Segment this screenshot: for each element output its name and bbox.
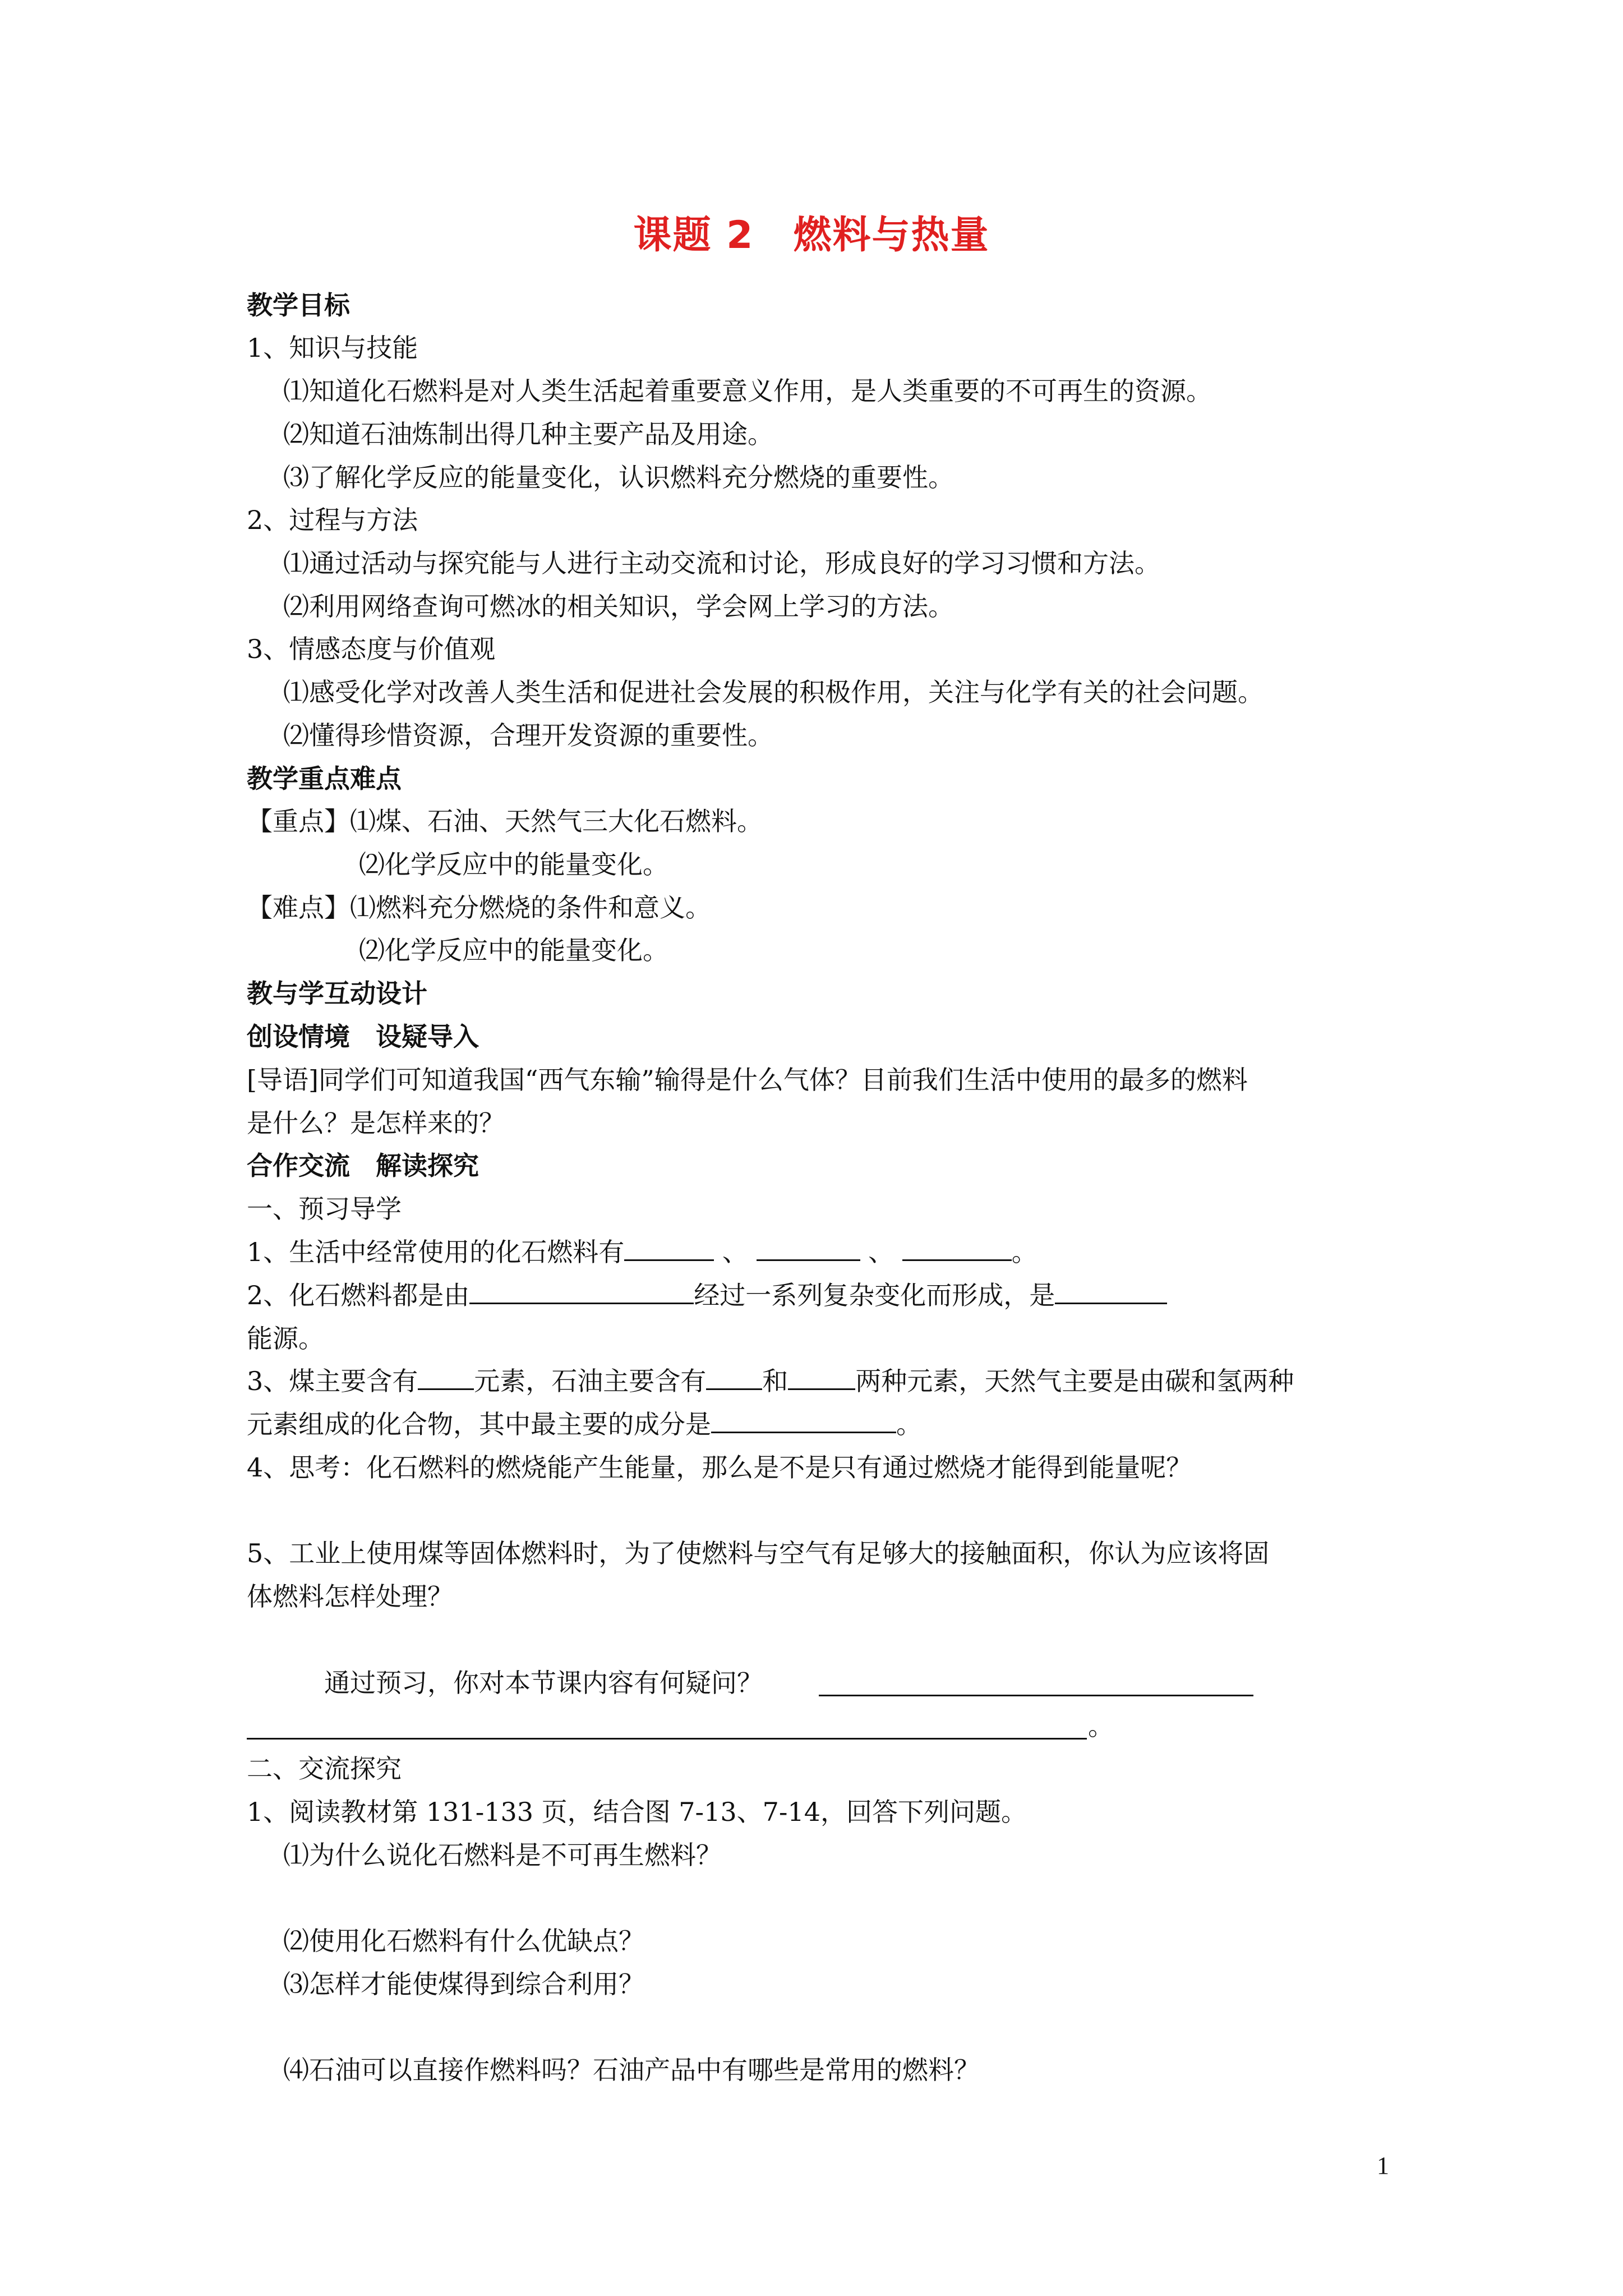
q2-text: 2、化石燃料都是由 — [247, 1280, 470, 1310]
goals-item-3-1: ⑴感受化学对改善人类生活和促进社会发展的积极作用，关注与化学有关的社会问题。 — [283, 677, 1264, 707]
q3-text: 3、煤主要含有 — [247, 1366, 418, 1396]
q3-text: 元素，石油主要含有 — [474, 1366, 707, 1396]
doubt-end: 。 — [1088, 1711, 1114, 1741]
goals-heading: 教学目标 — [247, 290, 350, 320]
keypoint-2: ⑵化学反应中的能量变化。 — [359, 849, 668, 880]
doubt-prompt: 通过预习，你对本节课内容有何疑问？ — [324, 1668, 763, 1698]
answer-blank[interactable] — [757, 1235, 860, 1261]
answer-blank[interactable] — [788, 1364, 855, 1390]
preview-question-2 — [247, 1277, 1167, 1313]
answer-blank[interactable] — [711, 1407, 896, 1433]
doubt-answer-line[interactable] — [819, 1695, 1253, 1696]
goals-section-2: 2、过程与方法 — [247, 505, 418, 535]
goals-item-1-3: ⑶了解化学反应的能量变化，认识燃料充分燃烧的重要性。 — [283, 462, 954, 493]
intro-line-2: 是什么？是怎样来的？ — [247, 1108, 505, 1138]
explore-question-1: 1、阅读教材第 131-133 页，结合图 7-13、7-14，回答下列问题。 — [247, 1797, 1027, 1827]
q2-text: 经过一系列复杂变化而形成，是 — [694, 1280, 1055, 1310]
page-number: 1 — [1377, 2152, 1389, 2179]
design-subheading-2: 合作交流 解读探究 — [247, 1151, 479, 1181]
q3-text: 和 — [762, 1366, 789, 1396]
q1-sep: 、 — [722, 1237, 748, 1267]
q1-sep: 、 — [868, 1237, 895, 1267]
preview-question-3-cont — [247, 1406, 922, 1442]
difficulty-2: ⑵化学反应中的能量变化。 — [359, 935, 668, 965]
keypoint-1: 【重点】⑴煤、石油、天然气三大化石燃料。 — [247, 806, 763, 836]
goals-item-3-2: ⑵懂得珍惜资源，合理开发资源的重要性。 — [283, 720, 773, 751]
explore-item-4: ⑷石油可以直接作燃料吗？石油产品中有哪些是常用的燃料？ — [283, 2055, 980, 2085]
explore-item-3: ⑶怎样才能使煤得到综合利用？ — [283, 1969, 644, 1999]
goals-item-1-1: ⑴知道化石燃料是对人类生活起着重要意义作用，是人类重要的不可再生的资源。 — [283, 376, 1212, 406]
goals-section-3: 3、情感态度与价值观 — [247, 634, 496, 664]
q1-text: 1、生活中经常使用的化石燃料有 — [247, 1237, 625, 1267]
preview-question-2-cont: 能源。 — [247, 1323, 324, 1354]
doubt-answer-line[interactable] — [247, 1738, 1087, 1740]
q1-end: 。 — [1011, 1237, 1038, 1267]
goals-section-1: 1、知识与技能 — [247, 333, 418, 363]
explore-item-2: ⑵使用化石燃料有什么优缺点？ — [283, 1926, 644, 1956]
preview-heading: 一、预习导学 — [247, 1194, 402, 1224]
goals-item-2-1: ⑴通过活动与探究能与人进行主动交流和讨论，形成良好的学习习惯和方法。 — [283, 548, 1160, 578]
q3-end: 。 — [896, 1409, 922, 1439]
answer-blank[interactable] — [706, 1364, 762, 1390]
goals-item-2-2: ⑵利用网络查询可燃冰的相关知识，学会网上学习的方法。 — [283, 591, 954, 622]
answer-blank[interactable] — [1055, 1278, 1167, 1304]
answer-blank[interactable] — [624, 1235, 714, 1261]
design-subheading-1: 创设情境 设疑导入 — [247, 1022, 479, 1052]
preview-question-5-cont: 体燃料怎样处理？ — [247, 1581, 453, 1612]
q3-text: 元素组成的化合物，其中最主要的成分是 — [247, 1409, 711, 1439]
difficulty-1: 【难点】⑴燃料充分燃烧的条件和意义。 — [247, 892, 711, 923]
explore-item-1: ⑴为什么说化石燃料是不可再生燃料？ — [283, 1840, 722, 1870]
intro-line-1: [导语]同学们可知道我国“西气东输”输得是什么气体？目前我们生活中使用的最多的燃料 — [247, 1065, 1248, 1095]
keypoints-heading: 教学重点难点 — [247, 763, 402, 794]
answer-blank[interactable] — [902, 1235, 1012, 1261]
preview-question-1 — [247, 1234, 1038, 1270]
design-heading: 教与学互动设计 — [247, 978, 427, 1009]
goals-item-1-2: ⑵知道石油炼制出得几种主要产品及用途。 — [283, 419, 773, 449]
preview-question-3 — [247, 1363, 1294, 1399]
answer-blank[interactable] — [418, 1364, 474, 1390]
preview-question-4: 4、思考：化石燃料的燃烧能产生能量，那么是不是只有通过燃烧才能得到能量呢？ — [247, 1452, 1192, 1483]
page-title: 课题 2 燃料与热量 — [633, 213, 990, 257]
explore-heading: 二、交流探究 — [247, 1754, 402, 1784]
q3-text: 两种元素，天然气主要是由碳和氢两种 — [855, 1366, 1294, 1396]
answer-blank[interactable] — [469, 1278, 694, 1304]
preview-question-5: 5、工业上使用煤等固体燃料时，为了使燃料与空气有足够大的接触面积，你认为应该将固 — [247, 1538, 1270, 1568]
